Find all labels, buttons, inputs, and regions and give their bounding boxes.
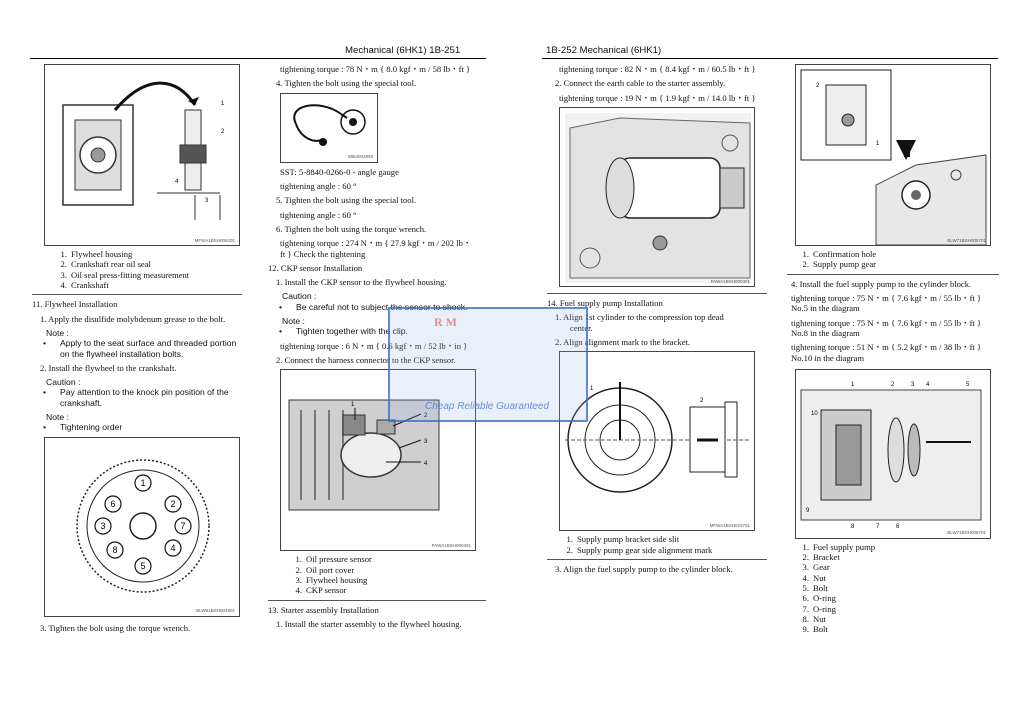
legend-item [288, 575, 486, 585]
svg-text:2: 2 [891, 381, 895, 388]
confirmation-legend [795, 249, 999, 270]
watermark-text: Cheap Reliable Guaranteed [425, 401, 549, 412]
legend-text: Nut [813, 572, 826, 583]
legend-item [53, 280, 242, 290]
angle-spec: tightening angle : 60 ° [280, 180, 357, 191]
caution-text: • Be careful not to subject the sensor to shock. [268, 302, 486, 312]
caution-text: • Pay attention to the knock pin position of the crankshaft. [32, 387, 242, 408]
divider [547, 559, 767, 560]
bolt-order-number: 2 [170, 498, 176, 509]
legend-text: Oil port cover [306, 564, 355, 575]
angle-gauge-drawing [281, 94, 378, 163]
note-text: • Tightening order [32, 422, 242, 432]
bolt-order-number: 7 [180, 520, 186, 531]
legend-text: CKP sensor [306, 585, 347, 596]
note-text: • Tighten together with the clip. [268, 326, 486, 336]
svg-text:9: 9 [806, 507, 810, 514]
note-label: Note : [46, 412, 69, 423]
oil-seal-figure [44, 64, 240, 246]
bolt-order-number: 4 [170, 542, 176, 553]
svg-text:8: 8 [851, 523, 855, 530]
figure-code: PAWA1BSH000401 [431, 542, 471, 548]
torque-list [787, 293, 999, 363]
note-text: • Apply to the seat surface and threaded portion on the flywheel installation bolts. [32, 338, 242, 359]
svg-text:2: 2 [700, 398, 704, 405]
legend-number: 4. [802, 572, 809, 583]
s12-step-1: 1. Install the CKP sensor to the flywheel housing. [276, 277, 447, 288]
legend-text: Gear [813, 562, 830, 573]
legend-number: 3. [802, 562, 809, 573]
legend-text: Bracket [813, 552, 840, 563]
section-13-title: 13. Starter assembly Installation [268, 604, 379, 615]
legend-number: 8. [802, 614, 809, 624]
legend-text: O-ring [813, 593, 836, 604]
right-page [512, 0, 1024, 724]
starter-drawing [560, 108, 755, 287]
c2-step-6: 6. Tighten the bolt using the torque wrench. [276, 223, 427, 234]
legend-number: 4. [295, 585, 302, 596]
note-label: Note : [46, 327, 69, 338]
figure-code: BLW71BSH006701 [947, 530, 986, 536]
figure-code: BLW51BSH004901 [196, 608, 235, 614]
watermark-logo: R M [434, 315, 457, 329]
svg-text:1: 1 [876, 141, 880, 147]
figure-code: MFWA1BSH006201 [194, 237, 235, 243]
legend-number: 1. [802, 249, 809, 259]
bolt-order-number: 1 [140, 477, 146, 488]
torque-location: No.8 in the diagram [791, 327, 860, 338]
fuel-pump-exploded-figure [795, 369, 991, 539]
legend-number: 2. [295, 564, 302, 575]
callout-2: 2 [424, 413, 428, 420]
legend-text: Supply pump gear [813, 259, 877, 270]
c2-step-5: 5. Tighten the bolt using the special tool. [276, 195, 417, 206]
legend-item [288, 554, 486, 564]
alignment-legend [559, 534, 767, 555]
legend-number: 1. [60, 249, 67, 259]
legend-text: Supply pump bracket side slit [577, 534, 680, 545]
bolt-order-number: 5 [140, 560, 146, 571]
callout-1: 1 [351, 402, 355, 409]
section-11-title: 11. Flywheel Installation [32, 299, 118, 310]
svg-text:5: 5 [966, 381, 970, 388]
legend-text: Bolt [813, 583, 828, 594]
angle-gauge-figure [280, 93, 378, 163]
legend-item [795, 624, 999, 634]
torque-spec: tightening torque : 274 N・m { 27.9 kgf・m / 202 lb・ [280, 238, 472, 249]
s14-step-3: 3. Align the fuel supply pump to the cylinder block. [555, 563, 733, 574]
c2-step-4: 4. Tighten the bolt using the special tool. [276, 78, 417, 89]
s14-step-1-cont: center. [570, 322, 593, 333]
legend-number: 2. [60, 259, 67, 270]
callout-4: 4 [424, 461, 428, 468]
caution-label: Caution : [282, 291, 317, 302]
divider [268, 600, 486, 601]
s14-step-1: 1. Align 1st cylinder to the compression top dead [555, 312, 724, 323]
legend-item [795, 604, 999, 614]
svg-text:4: 4 [926, 381, 930, 388]
c3-step-2: 2. Connect the earth cable to the starter assembly. [555, 78, 726, 89]
legend-item [53, 249, 242, 259]
legend-text: Supply pump gear side alignment mark [577, 544, 713, 555]
right-column-4 [787, 64, 999, 635]
legend-text: Crankshaft rear oil seal [71, 259, 151, 270]
right-page-header: 1B-252 Mechanical (6HK1) [546, 45, 662, 56]
figure-code: 5884002893 [347, 154, 373, 160]
special-tool-name: SST: 5-8840-0266-0 - angle gauge [280, 166, 399, 177]
legend-item [288, 565, 486, 575]
oil-seal-legend [53, 249, 242, 290]
left-column-1 [32, 64, 242, 633]
divider [547, 293, 767, 294]
legend-text: Crankshaft [71, 279, 109, 290]
svg-text:1: 1 [590, 386, 594, 393]
svg-text:1: 1 [221, 101, 225, 107]
figure-code: PAWA1BSH000301 [710, 278, 750, 284]
flywheel-bolt-order-drawing [45, 438, 240, 617]
legend-text: Fuel supply pump [813, 541, 876, 552]
figure-code: MFWA1BSH023701 [709, 522, 750, 528]
legend-text: Bolt [813, 624, 828, 635]
legend-item [795, 552, 999, 562]
callout-3: 3 [424, 439, 428, 446]
legend-text: Oil seal press-fitting measurement [71, 269, 190, 280]
legend-item [288, 585, 486, 595]
legend-number: 3. [60, 269, 67, 280]
s14-step-2: 2. Align alignment mark to the bracket. [555, 336, 691, 347]
torque-spec: tightening torque : 51 N・m { 5.2 kgf・m / 38 lb・ft } [791, 342, 982, 353]
alignment-mark-drawing [560, 352, 755, 531]
s11-step-2: 2. Install the flywheel to the crankshaft. [40, 362, 177, 373]
svg-text:3: 3 [911, 381, 915, 388]
legend-text: Flywheel housing [71, 249, 133, 259]
legend-item [795, 542, 999, 552]
confirmation-hole-figure [795, 64, 991, 246]
legend-item [795, 562, 999, 572]
legend-item [53, 270, 242, 280]
ckp-sensor-legend [288, 554, 486, 595]
torque-spec: tightening torque : 78 N・m { 8.0 kgf・m / 58 lb・ft } [280, 64, 471, 74]
figure-code: BLW71BSH005701 [947, 237, 986, 243]
legend-item [53, 259, 242, 269]
confirmation-hole-drawing [796, 65, 991, 246]
torque-spec-cont: ft } Check the tightening [280, 248, 366, 259]
legend-number: 4. [60, 279, 67, 290]
legend-text: O-ring [813, 603, 836, 614]
legend-item [559, 545, 767, 555]
s11-step-1: 1. Apply the disulfide molybdenum grease to the bolt. [40, 313, 226, 324]
torque-location: No.5 in the diagram [791, 303, 860, 314]
starter-figure [559, 107, 755, 287]
legend-number: 3. [295, 574, 302, 585]
section-12-title: 12. CKP sensor Installation [268, 262, 363, 273]
alignment-mark-figure [559, 351, 755, 531]
bolt-order-number: 6 [110, 498, 116, 509]
legend-item [795, 583, 999, 593]
s13-step-1: 1. Install the starter assembly to the flywheel housing. [276, 618, 462, 629]
svg-text:7: 7 [876, 523, 880, 530]
c4-step-4: 4. Install the fuel supply pump to the cylinder block. [791, 278, 972, 289]
legend-text: Confirmation hole [813, 249, 877, 259]
angle-spec: tightening angle : 60 ° [280, 209, 357, 220]
legend-item [795, 614, 999, 624]
torque-spec: tightening torque : 75 N・m { 7.6 kgf・m / 55 lb・ft } [791, 292, 982, 303]
legend-item [795, 259, 999, 269]
left-page-header: Mechanical (6HK1) 1B-251 [345, 45, 461, 56]
legend-number: 1. [802, 541, 809, 552]
tightening-order-figure [44, 437, 240, 617]
caution-label: Caution : [46, 377, 81, 388]
legend-item [559, 534, 767, 544]
torque-spec: tightening torque : 19 N・m { 1.9 kgf・m / 14.0 lb・ft } [559, 92, 756, 103]
left-header-rule [30, 58, 486, 59]
divider [787, 274, 999, 275]
legend-number: 6. [802, 593, 809, 604]
torque-spec: tightening torque : 75 N・m { 7.6 kgf・m / 55 lb・ft } [791, 317, 982, 328]
right-header-rule [542, 58, 998, 59]
legend-number: 2. [566, 544, 573, 555]
svg-text:4: 4 [175, 179, 179, 185]
note-label: Note : [282, 316, 305, 327]
svg-text:3: 3 [205, 198, 209, 204]
section-14-title: 14. Fuel supply pump Installation [547, 297, 663, 308]
legend-text: Flywheel housing [306, 574, 368, 585]
bolt-order-number: 8 [112, 544, 118, 555]
legend-item [795, 593, 999, 603]
svg-text:2: 2 [816, 83, 820, 89]
legend-number: 5. [802, 583, 809, 594]
legend-text: Nut [813, 614, 826, 624]
legend-number: 2. [802, 259, 809, 270]
svg-text:2: 2 [221, 129, 225, 135]
svg-text:6: 6 [896, 523, 900, 530]
legend-number: 2. [802, 552, 809, 563]
s12-step-2: 2. Connect the harness connector to the CKP sensor. [276, 355, 456, 365]
legend-number: 9. [802, 624, 809, 635]
torque-spec: tightening torque : 6 N・m { 0.6 kgf・m / 52 lb・in } [280, 340, 468, 351]
legend-number: 1. [566, 534, 573, 545]
fuel-pump-exploded-drawing [796, 370, 991, 539]
legend-text: Oil pressure sensor [306, 554, 372, 565]
legend-number: 7. [802, 603, 809, 614]
oil-seal-drawing [45, 65, 240, 246]
divider [32, 294, 242, 295]
fuel-pump-legend [795, 542, 999, 635]
legend-item [795, 249, 999, 259]
torque-location: No.10 in the diagram [791, 352, 865, 363]
torque-spec: tightening torque : 82 N・m { 8.4 kgf・m / 60.5 lb・ft } [559, 64, 756, 74]
svg-text:1: 1 [851, 381, 855, 388]
svg-text:10: 10 [811, 410, 818, 417]
bolt-order-number: 3 [100, 520, 106, 531]
s11-step-3: 3. Tighten the bolt using the torque wrench. [40, 622, 191, 633]
legend-item [795, 573, 999, 583]
legend-number: 1. [295, 554, 302, 565]
